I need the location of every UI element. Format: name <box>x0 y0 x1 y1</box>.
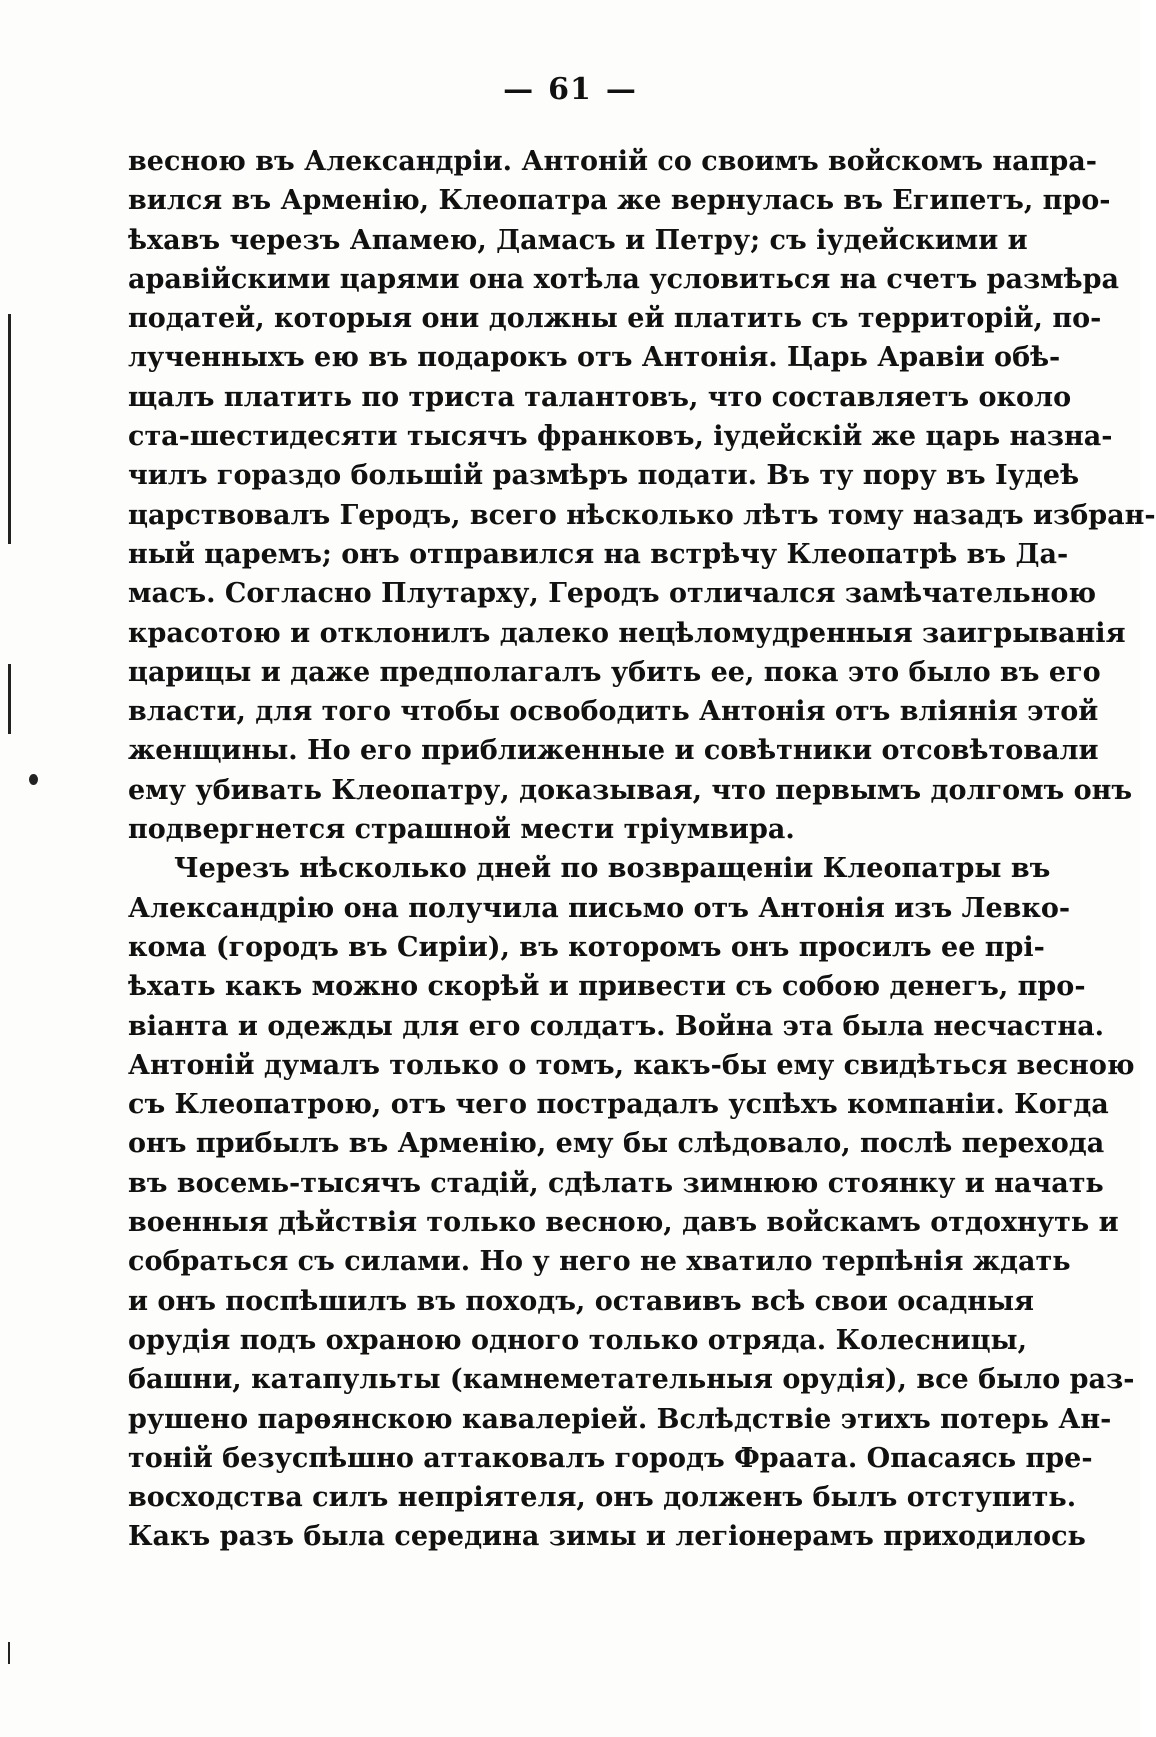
text-line: ста-шестидесяти тысячъ франковъ, іудейскій же царь назна- <box>128 421 1113 453</box>
text-line: женщины. Но его приближенные и совѣтники отсовѣтовали <box>128 735 1099 767</box>
text-line: восходства силъ непріятеля, онъ долженъ былъ отступить. <box>128 1482 1077 1514</box>
text-line: Черезъ нѣсколько дней по возвращеніи Клеопатры въ <box>174 853 1051 885</box>
text-line: онъ прибылъ въ Арменію, ему бы слѣдовало, послѣ перехода <box>128 1128 1105 1160</box>
header-dash-left: — <box>503 72 535 107</box>
text-line: масъ. Согласно Плутарху, Геродъ отличался замѣчательною <box>128 578 1097 610</box>
text-line: ный царемъ; онъ отправился на встрѣчу Клеопатрѣ въ Да- <box>128 538 1069 570</box>
text-line: ему убивать Клеопатру, доказывая, что первымъ долгомъ онъ <box>128 774 1133 806</box>
text-line: собраться съ силами. Но у него не хватило терпѣнія ждать <box>128 1246 1071 1278</box>
text-line: власти, для того чтобы освободить Антонія отъ вліянія этой <box>128 696 1099 728</box>
text-line: весною въ Александріи. Антоній со своимъ войскомъ напра- <box>128 146 1097 177</box>
text-line: чилъ гораздо большій размѣръ подати. Въ ту пору въ Іудеѣ <box>128 460 1080 492</box>
text-line: Антоній думалъ только о томъ, какъ-бы ему свидѣться весною <box>128 1049 1135 1081</box>
text-line: віанта и одежды для его солдатъ. Война эта была несчастна. <box>128 1010 1105 1042</box>
text-line: въ восемь-тысячъ стадій, сдѣлать зимнюю стоянку и начать <box>128 1167 1104 1199</box>
text-line: ѣхавъ черезъ Апамею, Дамасъ и Петру; съ іудейскими и <box>128 224 1028 256</box>
text-line: кома (городъ въ Сиріи), въ которомъ онъ просилъ ее прі- <box>128 931 1045 963</box>
text-line: щалъ платить по триста талантовъ, что составляетъ около <box>128 381 1072 413</box>
text-line: ѣхать какъ можно скорѣй и привести съ собою денегъ, про- <box>128 971 1086 1003</box>
page-number: 61 <box>548 72 592 107</box>
text-line: царствовалъ Геродъ, всего нѣсколько лѣтъ тому назадъ избран- <box>128 499 1156 531</box>
text-line: подвергнется страшной мести тріумвира. <box>128 814 795 846</box>
margin-scan-mark <box>8 664 11 734</box>
text-line: военныя дѣйствія только весною, давъ войскамъ отдохнуть и <box>128 1207 1119 1239</box>
text-line: аравійскими царями она хотѣла условиться на счетъ размѣра <box>128 263 1120 295</box>
text-line: башни, катапульты (камнеметательныя орудія), все было раз- <box>128 1364 1135 1396</box>
text-line: царицы и даже предполагалъ убить ее, пока это было въ его <box>128 656 1101 688</box>
body-text <box>128 142 1156 1557</box>
text-line: красотою и отклонилъ далеко нецѣломудренныя заигрыванія <box>128 617 1126 649</box>
header-dash-right: — <box>605 72 637 107</box>
margin-dot-mark <box>29 774 38 785</box>
text-line: лученныхъ ею въ подарокъ отъ Антонія. Царь Аравіи обѣ- <box>128 342 1061 374</box>
text-line: съ Клеопатрою, отъ чего пострадалъ успѣхъ компаніи. Когда <box>128 1089 1109 1121</box>
margin-scan-mark <box>8 314 11 544</box>
text-line: орудія подъ охраною одного только отряда. Колесницы, <box>128 1324 1028 1356</box>
text-line: вился въ Арменію, Клеопатра же вернулась въ Египетъ, про- <box>128 185 1111 217</box>
page-number-header <box>0 72 1140 107</box>
text-line: и онъ поспѣшилъ въ походъ, оставивъ всѣ свои осадныя <box>128 1285 1034 1317</box>
text-line: податей, которыя они должны ей платить съ территорій, по- <box>128 303 1102 335</box>
text-line: тоній безуспѣшно аттаковалъ городъ Фраата. Опасаясь пре- <box>128 1442 1093 1474</box>
text-line: Какъ разъ была середина зимы и легіонерамъ приходилось <box>128 1521 1086 1553</box>
margin-scan-mark <box>8 1642 10 1664</box>
text-line: рушено парѳянскою кавалеріей. Вслѣдствіе этихъ потерь Ан- <box>128 1403 1112 1435</box>
text-line: Александрію она получила письмо отъ Антонія изъ Левко- <box>128 892 1071 924</box>
